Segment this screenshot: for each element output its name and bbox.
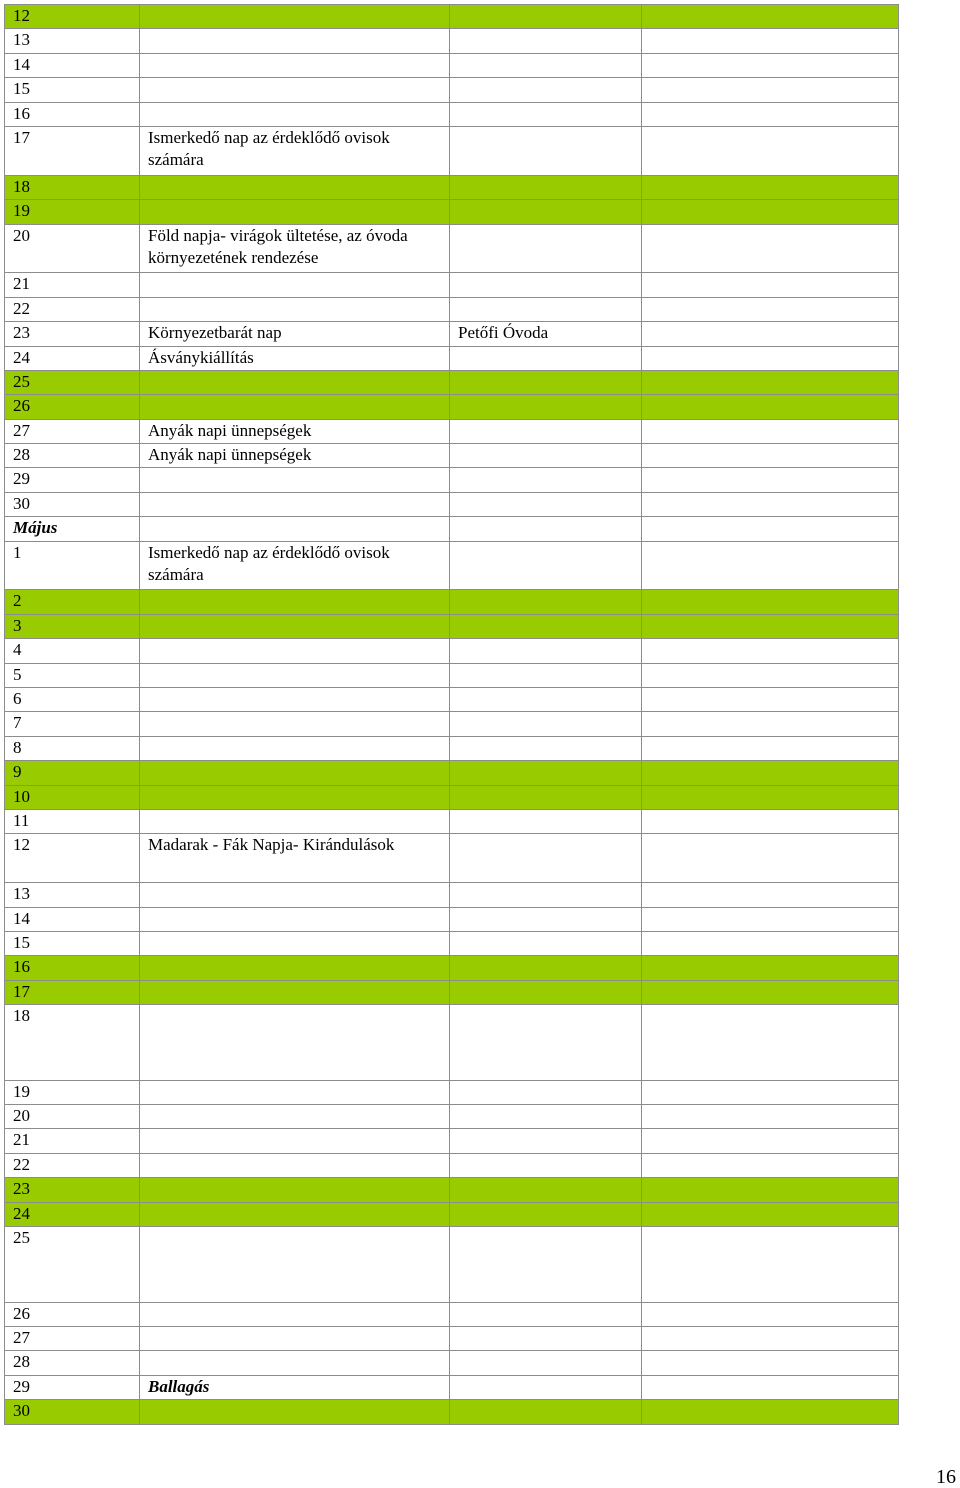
calendar-row [5, 322, 899, 346]
place-cell [450, 395, 642, 419]
event-cell [140, 1178, 450, 1202]
month-label: Május [5, 517, 140, 541]
event-cell [140, 1327, 450, 1351]
notes-cell [642, 883, 899, 907]
event-cell [140, 590, 450, 614]
day-cell: 27 [5, 419, 140, 443]
notes-cell [642, 468, 899, 492]
day-cell: 18 [5, 175, 140, 199]
calendar-row [5, 273, 899, 297]
notes-cell [642, 492, 899, 516]
place-cell [450, 224, 642, 273]
event-cell: Ismerkedő nap az érdeklődő ovisok számára [140, 541, 450, 590]
notes-cell [642, 931, 899, 955]
day-cell: 22 [5, 297, 140, 321]
notes-cell [642, 370, 899, 394]
place-cell [450, 761, 642, 785]
place-cell [450, 931, 642, 955]
place-cell [450, 468, 642, 492]
day-cell: 30 [5, 492, 140, 516]
day-cell: 21 [5, 1129, 140, 1153]
calendar-row [5, 1375, 899, 1399]
day-cell: 1 [5, 541, 140, 590]
calendar-row [5, 419, 899, 443]
place-cell [450, 980, 642, 1004]
day-cell: 28 [5, 1351, 140, 1375]
event-cell [140, 297, 450, 321]
event-cell [140, 687, 450, 711]
event-cell [140, 370, 450, 394]
notes-cell [642, 175, 899, 199]
notes-cell [642, 1005, 899, 1081]
place-cell [450, 541, 642, 590]
day-cell: 23 [5, 1178, 140, 1202]
day-cell: 23 [5, 322, 140, 346]
day-cell: 12 [5, 834, 140, 883]
calendar-row [5, 1080, 899, 1104]
calendar-row [5, 29, 899, 53]
event-cell [140, 980, 450, 1004]
notes-cell [642, 53, 899, 77]
calendar-row [5, 1351, 899, 1375]
notes-cell [642, 956, 899, 980]
notes-cell [642, 1178, 899, 1202]
day-cell: 7 [5, 712, 140, 736]
day-cell: 14 [5, 907, 140, 931]
calendar-row [5, 785, 899, 809]
event-cell [140, 200, 450, 224]
calendar-row [5, 1227, 899, 1303]
calendar-row [5, 639, 899, 663]
event-cell: Ásványkiállítás [140, 346, 450, 370]
notes-cell [642, 687, 899, 711]
calendar-row [5, 1327, 899, 1351]
day-cell: 21 [5, 273, 140, 297]
day-cell: 19 [5, 1080, 140, 1104]
place-cell [450, 1227, 642, 1303]
calendar-row [5, 1400, 899, 1424]
event-cell [140, 1005, 450, 1081]
notes-cell [642, 444, 899, 468]
day-cell: 17 [5, 980, 140, 1004]
place-cell [450, 1400, 642, 1424]
calendar-row [5, 614, 899, 638]
notes-cell [642, 1129, 899, 1153]
day-cell: 13 [5, 29, 140, 53]
day-cell: 13 [5, 883, 140, 907]
notes-cell [642, 1302, 899, 1326]
day-cell: 25 [5, 370, 140, 394]
event-cell [140, 785, 450, 809]
event-cell [140, 712, 450, 736]
place-cell [450, 419, 642, 443]
place-cell [450, 273, 642, 297]
calendar-row [5, 444, 899, 468]
place-cell [450, 1327, 642, 1351]
place-cell [450, 78, 642, 102]
place-cell [450, 492, 642, 516]
calendar-row [5, 712, 899, 736]
day-cell: 19 [5, 200, 140, 224]
day-cell: 24 [5, 346, 140, 370]
calendar-row [5, 687, 899, 711]
calendar-body [5, 5, 899, 1425]
calendar-row [5, 1105, 899, 1129]
day-cell: 3 [5, 614, 140, 638]
calendar-row [5, 541, 899, 590]
place-cell [450, 1302, 642, 1326]
day-cell: 26 [5, 395, 140, 419]
event-cell [140, 517, 450, 541]
notes-cell [642, 761, 899, 785]
notes-cell [642, 419, 899, 443]
place-cell [450, 5, 642, 29]
notes-cell [642, 200, 899, 224]
calendar-row [5, 78, 899, 102]
place-cell [450, 517, 642, 541]
calendar-row [5, 468, 899, 492]
place-cell [450, 53, 642, 77]
notes-cell [642, 1327, 899, 1351]
notes-cell [642, 590, 899, 614]
day-cell: 16 [5, 956, 140, 980]
place-cell [450, 956, 642, 980]
calendar-row [5, 126, 899, 175]
notes-cell [642, 736, 899, 760]
calendar-row [5, 590, 899, 614]
event-cell [140, 1227, 450, 1303]
event-cell [140, 883, 450, 907]
calendar-row [5, 224, 899, 273]
calendar-row [5, 346, 899, 370]
place-cell [450, 1202, 642, 1226]
calendar-row [5, 1153, 899, 1177]
event-cell [140, 663, 450, 687]
event-cell [140, 956, 450, 980]
day-cell: 29 [5, 468, 140, 492]
event-cell: Anyák napi ünnepségek [140, 419, 450, 443]
event-cell [140, 1351, 450, 1375]
calendar-row [5, 1302, 899, 1326]
calendar-row [5, 53, 899, 77]
calendar-row [5, 492, 899, 516]
day-cell: 9 [5, 761, 140, 785]
day-cell: 8 [5, 736, 140, 760]
event-cell [140, 5, 450, 29]
place-cell [450, 736, 642, 760]
notes-cell [642, 1227, 899, 1303]
event-cell [140, 1105, 450, 1129]
page-number: 16 [936, 1466, 956, 1488]
notes-cell [642, 639, 899, 663]
place-cell [450, 200, 642, 224]
day-cell: 2 [5, 590, 140, 614]
calendar-row [5, 907, 899, 931]
notes-cell [642, 785, 899, 809]
notes-cell [642, 346, 899, 370]
calendar-row [5, 663, 899, 687]
event-cell [140, 492, 450, 516]
day-cell: 5 [5, 663, 140, 687]
event-cell [140, 273, 450, 297]
notes-cell [642, 1375, 899, 1399]
notes-cell [642, 297, 899, 321]
event-cell [140, 809, 450, 833]
calendar-row [5, 1178, 899, 1202]
notes-cell [642, 126, 899, 175]
place-cell [450, 639, 642, 663]
place-cell [450, 687, 642, 711]
place-cell [450, 785, 642, 809]
calendar-row [5, 1129, 899, 1153]
event-cell [140, 395, 450, 419]
place-cell [450, 1005, 642, 1081]
day-cell: 12 [5, 5, 140, 29]
notes-cell [642, 395, 899, 419]
event-cell: Anyák napi ünnepségek [140, 444, 450, 468]
notes-cell [642, 809, 899, 833]
notes-cell [642, 712, 899, 736]
day-cell: 24 [5, 1202, 140, 1226]
notes-cell [642, 1105, 899, 1129]
event-cell: Ismerkedő nap az érdeklődő ovisok számára [140, 126, 450, 175]
event-cell [140, 736, 450, 760]
calendar-row [5, 809, 899, 833]
event-cell [140, 639, 450, 663]
event-cell [140, 1080, 450, 1104]
event-cell [140, 29, 450, 53]
event-cell [140, 614, 450, 638]
event-cell [140, 1153, 450, 1177]
place-cell [450, 1178, 642, 1202]
calendar-row [5, 834, 899, 883]
event-cell [140, 931, 450, 955]
calendar-row [5, 297, 899, 321]
calendar-row [5, 883, 899, 907]
place-cell [450, 1153, 642, 1177]
day-cell: 22 [5, 1153, 140, 1177]
place-cell [450, 1129, 642, 1153]
notes-cell [642, 29, 899, 53]
notes-cell [642, 1080, 899, 1104]
day-cell: 11 [5, 809, 140, 833]
place-cell [450, 346, 642, 370]
calendar-row [5, 102, 899, 126]
calendar-row [5, 5, 899, 29]
place-cell [450, 907, 642, 931]
month-header-row [5, 517, 899, 541]
day-cell: 18 [5, 1005, 140, 1081]
event-cell: Föld napja- virágok ültetése, az óvoda környezetének rendezése [140, 224, 450, 273]
event-cell [140, 1202, 450, 1226]
calendar-row [5, 1202, 899, 1226]
event-cell [140, 1302, 450, 1326]
notes-cell [642, 322, 899, 346]
day-cell: 14 [5, 53, 140, 77]
place-cell [450, 1080, 642, 1104]
calendar-row [5, 980, 899, 1004]
notes-cell [642, 541, 899, 590]
place-cell [450, 1351, 642, 1375]
place-cell [450, 663, 642, 687]
notes-cell [642, 1153, 899, 1177]
calendar-row [5, 931, 899, 955]
event-cell [140, 102, 450, 126]
notes-cell [642, 78, 899, 102]
place-cell [450, 102, 642, 126]
notes-cell [642, 5, 899, 29]
notes-cell [642, 1202, 899, 1226]
notes-cell [642, 517, 899, 541]
event-cell: Környezetbarát nap [140, 322, 450, 346]
event-cell: Madarak - Fák Napja- Kirándulások [140, 834, 450, 883]
day-cell: 4 [5, 639, 140, 663]
day-cell: 15 [5, 78, 140, 102]
event-cell [140, 1400, 450, 1424]
event-cell [140, 468, 450, 492]
place-cell: Petőfi Óvoda [450, 322, 642, 346]
calendar-row [5, 1005, 899, 1081]
calendar-row [5, 200, 899, 224]
day-cell: 20 [5, 1105, 140, 1129]
day-cell: 30 [5, 1400, 140, 1424]
place-cell [450, 175, 642, 199]
day-cell: 27 [5, 1327, 140, 1351]
event-cell [140, 761, 450, 785]
notes-cell [642, 1351, 899, 1375]
day-cell: 10 [5, 785, 140, 809]
place-cell [450, 834, 642, 883]
place-cell [450, 370, 642, 394]
place-cell [450, 297, 642, 321]
place-cell [450, 1105, 642, 1129]
notes-cell [642, 907, 899, 931]
place-cell [450, 614, 642, 638]
notes-cell [642, 273, 899, 297]
notes-cell [642, 834, 899, 883]
event-cell [140, 78, 450, 102]
notes-cell [642, 102, 899, 126]
calendar-row [5, 175, 899, 199]
calendar-row [5, 736, 899, 760]
calendar-row [5, 370, 899, 394]
day-cell: 15 [5, 931, 140, 955]
calendar-row [5, 761, 899, 785]
place-cell [450, 809, 642, 833]
event-cell [140, 1129, 450, 1153]
day-cell: 25 [5, 1227, 140, 1303]
day-cell: 17 [5, 126, 140, 175]
day-cell: 20 [5, 224, 140, 273]
notes-cell [642, 663, 899, 687]
notes-cell [642, 224, 899, 273]
calendar-row [5, 956, 899, 980]
place-cell [450, 126, 642, 175]
day-cell: 29 [5, 1375, 140, 1399]
event-cell [140, 175, 450, 199]
notes-cell [642, 614, 899, 638]
day-cell: 6 [5, 687, 140, 711]
day-cell: 26 [5, 1302, 140, 1326]
place-cell [450, 29, 642, 53]
calendar-table [4, 4, 899, 1425]
place-cell [450, 590, 642, 614]
notes-cell [642, 980, 899, 1004]
day-cell: 28 [5, 444, 140, 468]
notes-cell [642, 1400, 899, 1424]
event-cell [140, 907, 450, 931]
place-cell [450, 1375, 642, 1399]
event-cell: Ballagás [140, 1375, 450, 1399]
place-cell [450, 712, 642, 736]
day-cell: 16 [5, 102, 140, 126]
calendar-row [5, 395, 899, 419]
place-cell [450, 444, 642, 468]
event-cell [140, 53, 450, 77]
place-cell [450, 883, 642, 907]
